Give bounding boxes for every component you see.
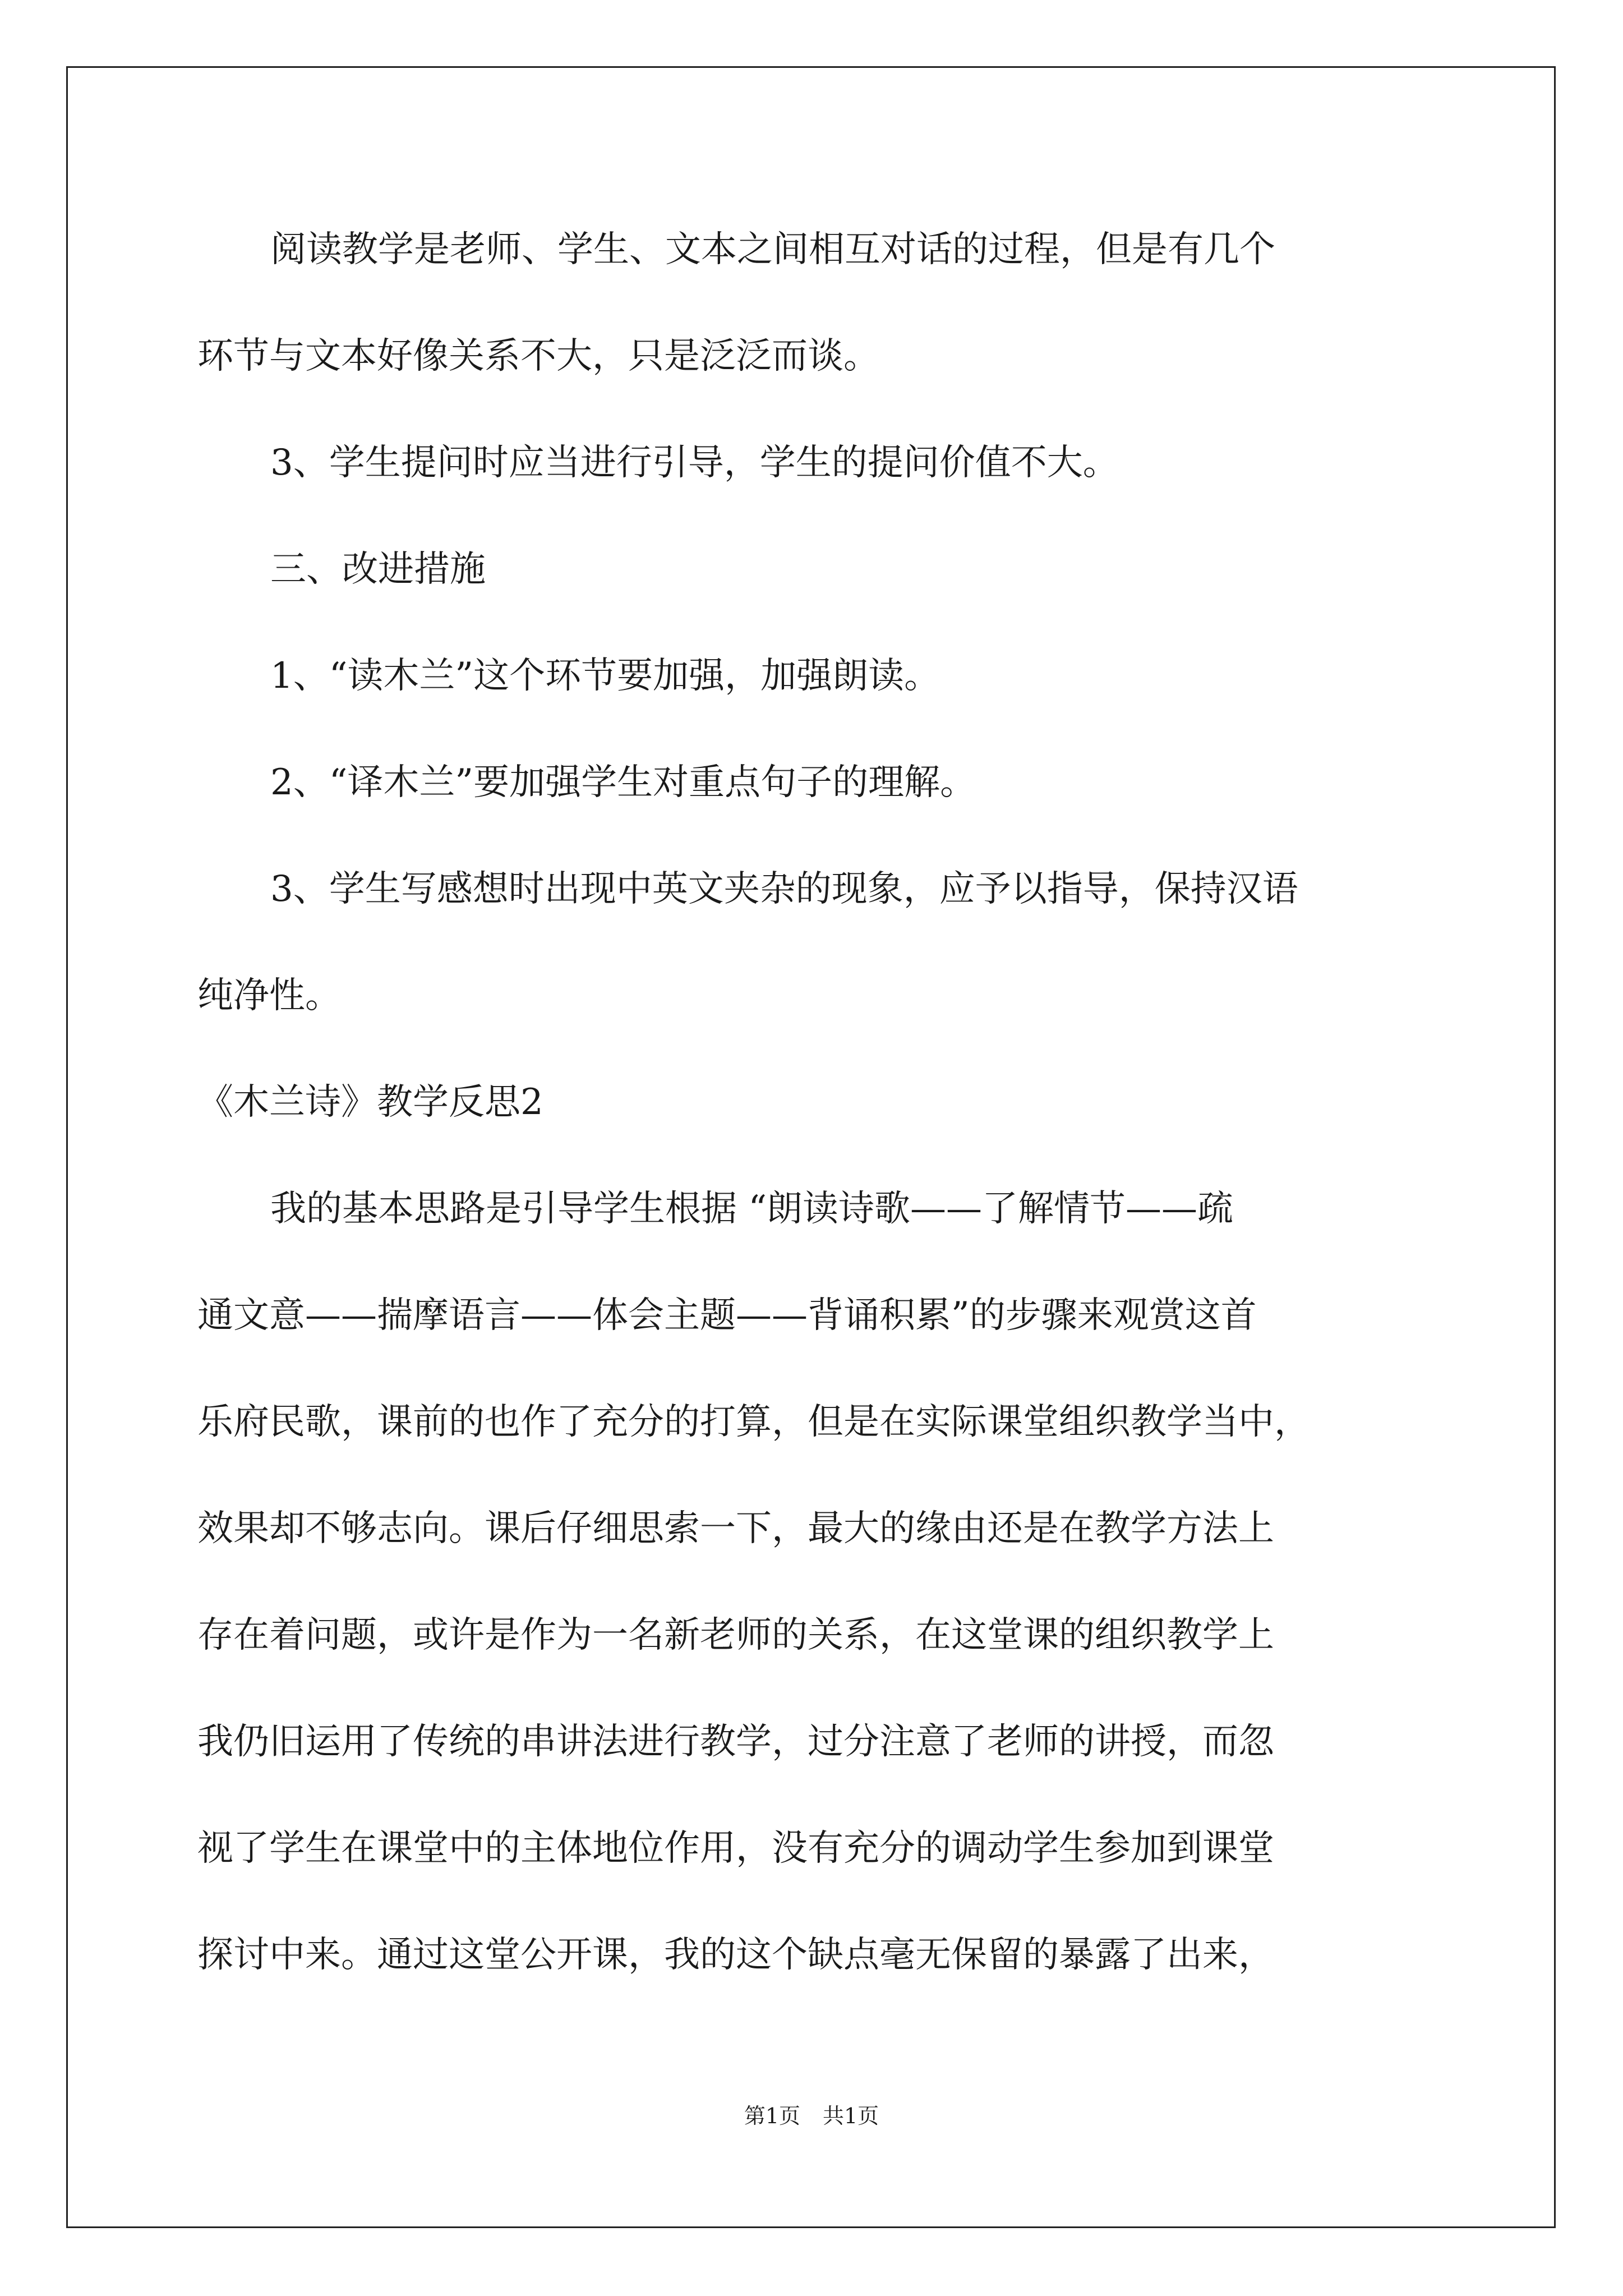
paragraph-line: 视了学生在课堂中的主体地位作用，没有充分的调动学生参加到课堂 (197, 1828, 1274, 1869)
paragraph-line: 存在着问题，或许是作为一名新老师的关系，在这堂课的组织教学上 (197, 1614, 1274, 1656)
page-total: 共1页 (823, 2104, 879, 2128)
list-item: 1、“读木兰”这个环节要加强，加强朗读。 (270, 655, 940, 697)
page-number: 第1页 (744, 2104, 800, 2128)
paragraph-line: 环节与文本好像关系不大，只是泛泛而谈。 (197, 335, 879, 377)
paragraph-line: 乐府民歌，课前的也作了充分的打算，但是在实际课堂组织教学当中， (197, 1401, 1310, 1443)
page-footer (0, 2105, 1623, 2127)
list-item: 2、“译木兰”要加强学生对重点句子的理解。 (270, 762, 976, 803)
list-item: 3、学生写感想时出现中英文夹杂的现象，应予以指导，保持汉语 (270, 868, 1298, 910)
paragraph-line: 阅读教学是老师、学生、文本之间相互对话的过程，但是有几个 (270, 229, 1275, 270)
page-border (66, 66, 1556, 2228)
paragraph-line: 探讨中来。通过这堂公开课，我的这个缺点毫无保留的暴露了出来， (197, 1934, 1274, 1976)
paragraph-line: 纯净性。 (197, 975, 341, 1016)
paragraph-line: 3、学生提问时应当进行引导，学生的提问价值不大。 (270, 442, 1119, 484)
paragraph-line: 效果却不够志向。课后仔细思索一下，最大的缘由还是在教学方法上 (197, 1508, 1274, 1549)
paragraph-line: 我仍旧运用了传统的串讲法进行教学，过分注意了老师的讲授，而忽 (197, 1721, 1274, 1763)
section-heading: 三、改进措施 (270, 549, 486, 590)
paragraph-line: 我的基本思路是引导学生根据 “朗读诗歌——了解情节——疏 (270, 1188, 1234, 1230)
section-title: 《木兰诗》教学反思2 (197, 1082, 543, 1123)
paragraph-line: 通文意——揣摩语言——体会主题——背诵积累”的步骤来观赏这首 (197, 1295, 1257, 1336)
